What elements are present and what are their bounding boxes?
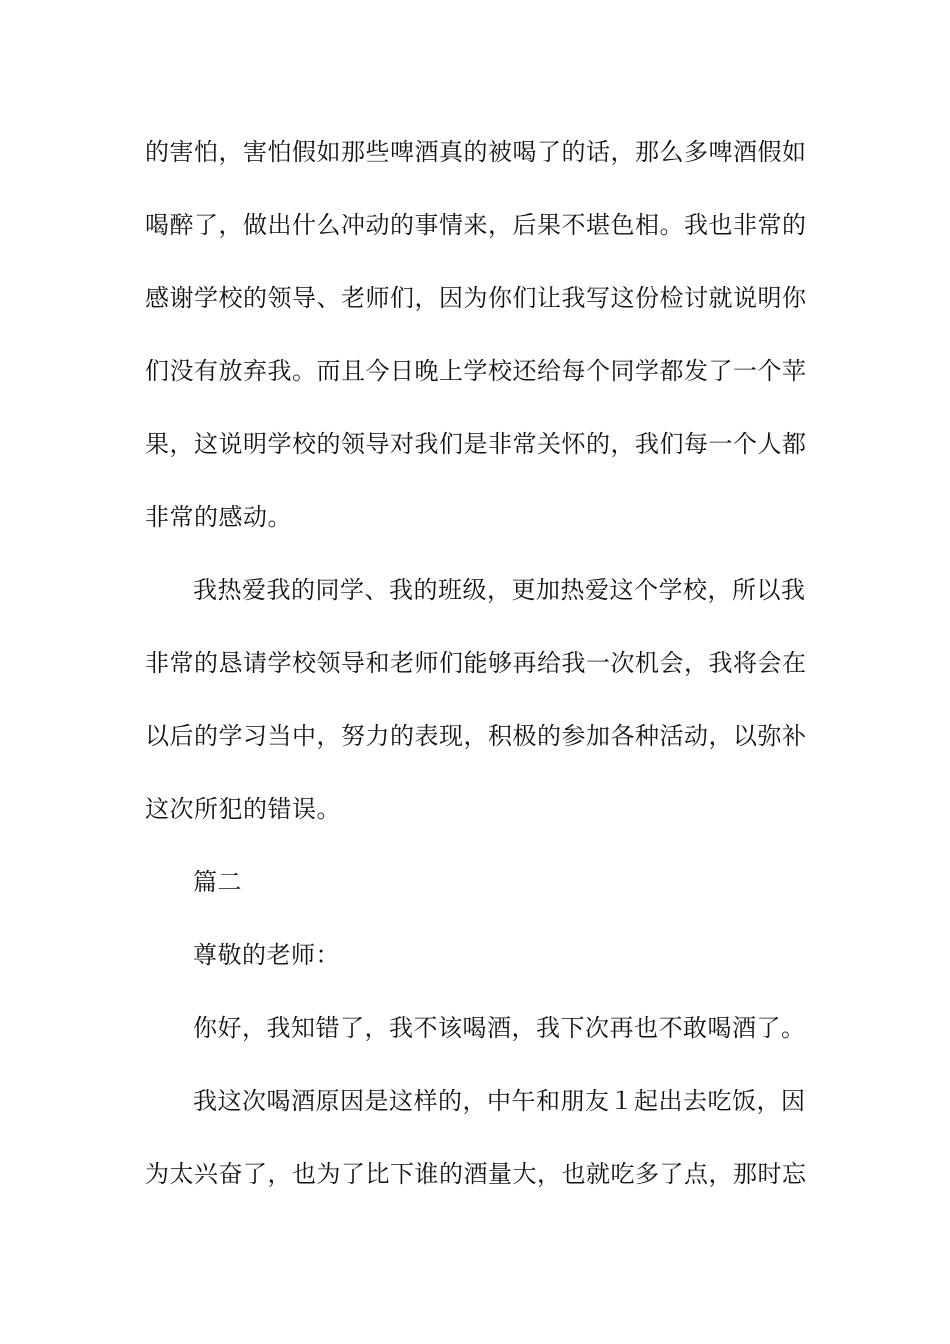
text-line: 这次所犯的错误。 <box>145 795 341 823</box>
text-line: 为太兴奋了，也为了比下谁的酒量大，也就吃多了点，那时忘 <box>145 1160 807 1188</box>
text-line: 非常的感动。 <box>145 503 292 531</box>
paragraph-first-line: 我这次喝酒原因是这样的，中午和朋友１起出去吃饭，因 <box>193 1087 806 1115</box>
salutation: 尊敬的老师： <box>193 941 340 969</box>
paragraph-first-line: 你好，我知错了，我不该喝酒，我下次再也不敢喝酒了。 <box>193 1014 806 1042</box>
text-line: 喝醉了，做出什么冲动的事情来，后果不堪色相。我也非常的 <box>145 211 807 239</box>
text-line: 以后的学习当中，努力的表现，积极的参加各种活动，以弥补 <box>145 722 807 750</box>
section-heading: 篇二 <box>193 868 242 896</box>
text-line: 们没有放弃我。而且今日晚上学校还给每个同学都发了一个苹 <box>145 357 807 385</box>
text-line: 的害怕，害怕假如那些啤酒真的被喝了的话，那么多啤酒假如 <box>145 138 807 166</box>
text-line: 果，这说明学校的领导对我们是非常关怀的，我们每一个人都 <box>145 430 807 458</box>
text-line: 非常的恳请学校领导和老师们能够再给我一次机会，我将会在 <box>145 649 807 677</box>
text-line: 感谢学校的领导、老师们，因为你们让我写这份检讨就说明你 <box>145 284 807 312</box>
paragraph-first-line: 我热爱我的同学、我的班级，更加热爱这个学校，所以我 <box>193 576 806 604</box>
